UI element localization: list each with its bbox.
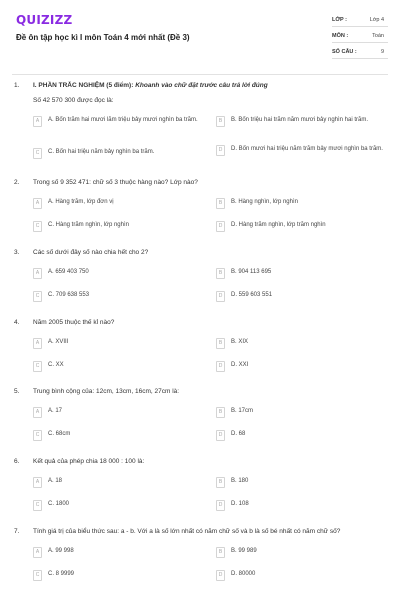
option-letter-box: A <box>33 547 42 558</box>
option-letter-box: C <box>33 430 42 441</box>
meta-row-count <box>332 46 388 59</box>
option-letter-box: C <box>33 361 42 372</box>
worksheet-title: Đề ôn tập học kì I môn Toán 4 mới nhất (Đề 3) <box>16 33 190 42</box>
option-text: D. 559 603 551 <box>231 292 273 298</box>
meta-label: LỚP : <box>332 17 347 23</box>
option-c[interactable] <box>33 289 213 306</box>
meta-value: Toán <box>372 33 384 39</box>
option-a[interactable] <box>33 266 213 283</box>
option-text: C. 1800 <box>48 501 70 507</box>
option-a[interactable] <box>33 405 213 422</box>
option-text: A. 17 <box>48 408 63 414</box>
option-text: D. 80000 <box>231 571 256 577</box>
question-text: Trung bình cộng của: 12cm, 13cm, 16cm, 27cm là: <box>33 388 180 395</box>
option-d[interactable] <box>216 359 396 376</box>
question-text: Trong số 9 352 471: chữ số 3 thuộc hàng nào? Lớp nào? <box>33 179 198 186</box>
option-letter-box: C <box>33 570 42 581</box>
option-letter-box: A <box>33 477 42 488</box>
option-letter-box: A <box>33 407 42 418</box>
question-number: 1. <box>14 82 20 89</box>
option-letter-box: D <box>216 221 225 232</box>
option-text: B. Hàng nghìn, lớp nghìn <box>231 199 298 205</box>
option-letter-box: B <box>216 198 225 209</box>
option-text: D. 108 <box>231 501 249 507</box>
worksheet-header <box>0 0 400 66</box>
option-d[interactable] <box>216 568 396 585</box>
question-number: 5. <box>14 388 20 395</box>
option-a[interactable] <box>33 475 213 492</box>
option-c[interactable] <box>33 359 213 376</box>
option-b[interactable] <box>216 336 396 353</box>
section-title-label: I. PHẦN TRẮC NGHIỆM (5 điểm): <box>33 82 136 89</box>
option-d[interactable] <box>216 498 396 515</box>
option-text: C. Bốn hai triệu năm bảy nghìn ba trăm. <box>48 149 155 155</box>
option-text: A. Bốn trăm hai mươi lăm triệu bảy mươi nghìn ba trăm. <box>48 117 198 123</box>
option-letter-box: A <box>33 338 42 349</box>
option-b[interactable] <box>216 545 396 562</box>
option-letter-box: D <box>216 500 225 511</box>
option-text: D. Hàng trăm nghìn, lớp trăm nghìn <box>231 222 326 228</box>
question-text: Các số dưới đây số nào chia hết cho 2? <box>33 249 149 256</box>
question-number: 6. <box>14 458 20 465</box>
option-b[interactable] <box>216 405 396 422</box>
option-letter-box: D <box>216 361 225 372</box>
option-text: A. 18 <box>48 478 63 484</box>
option-letter-box: D <box>216 430 225 441</box>
option-a[interactable] <box>33 545 213 562</box>
quizizz-logo: QUIZIZZ <box>16 13 73 27</box>
option-letter-box: C <box>33 148 42 159</box>
meta-value: 9 <box>380 49 384 55</box>
option-d[interactable] <box>216 143 396 165</box>
option-d[interactable] <box>216 219 396 236</box>
option-a[interactable] <box>33 196 213 213</box>
option-letter-box: A <box>33 198 42 209</box>
option-text: A. XVIII <box>48 339 69 345</box>
option-text: C. 8 9999 <box>48 571 75 577</box>
option-b[interactable] <box>216 266 396 283</box>
option-c[interactable] <box>33 498 213 515</box>
option-letter-box: B <box>216 407 225 418</box>
option-letter-box: D <box>216 145 225 156</box>
option-text: A. 659 403 750 <box>48 269 89 275</box>
header-divider <box>12 74 388 75</box>
option-letter-box: D <box>216 570 225 581</box>
option-text: B. 904 113 695 <box>231 269 272 275</box>
option-d[interactable] <box>216 289 396 306</box>
question-text: Năm 2005 thuộc thế kỉ nào? <box>33 319 115 326</box>
option-c[interactable] <box>33 428 213 445</box>
option-b[interactable] <box>216 475 396 492</box>
option-text: D. XXI <box>231 362 249 368</box>
option-letter-box: B <box>216 268 225 279</box>
option-letter-box: D <box>216 291 225 302</box>
question-number: 2. <box>14 179 20 186</box>
meta-label: MÔN : <box>332 33 349 39</box>
question-number: 4. <box>14 319 20 326</box>
meta-row-subject <box>332 30 388 43</box>
option-b[interactable] <box>216 196 396 213</box>
option-c[interactable] <box>33 146 213 163</box>
option-letter-box: A <box>33 268 42 279</box>
option-letter-box: B <box>216 116 225 127</box>
option-a[interactable] <box>33 336 213 353</box>
meta-value: Lớp 4 <box>369 17 384 23</box>
option-text: B. Bốn triệu hai trăm năm mươi bảy nghìn hai trăm. <box>231 117 369 123</box>
option-letter-box: B <box>216 338 225 349</box>
option-text: D. 68 <box>231 431 246 437</box>
option-d[interactable] <box>216 428 396 445</box>
question-number: 7. <box>14 528 20 535</box>
option-c[interactable] <box>33 219 213 236</box>
option-letter-box: A <box>33 116 42 127</box>
section-title <box>33 82 388 90</box>
option-text: B. XIX <box>231 339 249 345</box>
question-text: Số 42 570 300 được đọc là: <box>33 97 114 104</box>
option-letter-box: C <box>33 221 42 232</box>
option-c[interactable] <box>33 568 213 585</box>
meta-label: SỐ CÂU : <box>332 49 357 55</box>
question-text: Kết quả của phép chia 18 000 : 100 là: <box>33 458 145 465</box>
option-text: C. 709 638 553 <box>48 292 90 298</box>
option-letter-box: C <box>33 291 42 302</box>
option-letter-box: B <box>216 547 225 558</box>
meta-row-class <box>332 14 388 27</box>
option-text: A. 99 998 <box>48 548 74 554</box>
option-text: C. 68cm <box>48 431 71 437</box>
option-letter-box: B <box>216 477 225 488</box>
option-text: A. Hàng trăm, lớp đơn vị <box>48 199 114 205</box>
option-text: B. 99 989 <box>231 548 257 554</box>
section-instruction: Khoanh vào chữ đặt trước câu trả lời đúng <box>135 82 268 89</box>
option-text: B. 180 <box>231 478 249 484</box>
option-letter-box: C <box>33 500 42 511</box>
question-number: 3. <box>14 249 20 256</box>
option-text: B. 17cm <box>231 408 254 414</box>
option-text: C. XX <box>48 362 64 368</box>
option-a[interactable] <box>33 114 213 136</box>
option-text: D. Bốn mươi hai triệu năm trăm bảy mươi nghìn ba trăm. <box>231 146 383 152</box>
option-text: C. Hàng trăm nghìn, lớp nghìn <box>48 222 129 228</box>
question-text: Tính giá trị của biểu thức sau: a - b. Với a là số lớn nhất có năm chữ số và b là số bé nhất có năm chữ số? <box>33 528 341 535</box>
option-b[interactable] <box>216 114 396 136</box>
